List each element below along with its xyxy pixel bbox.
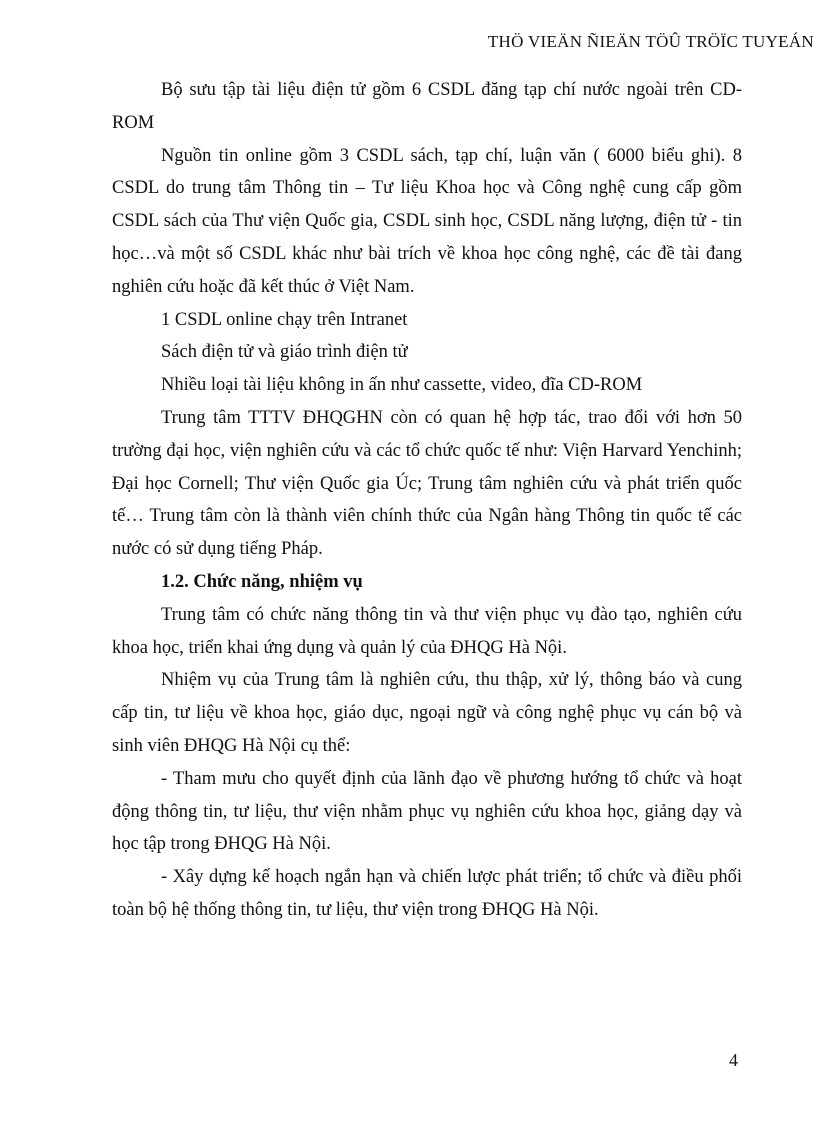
paragraph-cooperation: Trung tâm TTTV ĐHQGHN còn có quan hệ hợp tác, trao đổi với hơn 50 trường đại học, viện nghiên cứu và các tổ chức quốc tế như: Viện Harvard Yenchinh; Đại học Cornell; Thư viện Quốc gia Úc; Trung tâm nghiên cứu và phát triển quốc tế… Trung tâm còn là thành viên chính thức của Ngân hàng Thông tin quốc tế các nước có sử dụng tiếng Pháp. [112, 407, 742, 560]
page-number: 4 [729, 1050, 738, 1070]
paragraph-function: Trung tâm có chức năng thông tin và thư viện phục vụ đào tạo, nghiên cứu khoa học, triển khai ứng dụng và quản lý của ĐHQG Hà Nội. [112, 604, 742, 658]
paragraph-intranet-csdl: 1 CSDL online chạy trên Intranet [161, 309, 408, 330]
section-heading-functions: 1.2. Chức năng, nhiệm vụ [161, 571, 363, 592]
paragraph-cdrom-collection: Bộ sưu tập tài liệu điện tử gồm 6 CSDL đăng tạp chí nước ngoài trên CD-ROM [112, 80, 742, 133]
paragraph-task-plan: - Xây dựng kế hoạch ngắn hạn và chiến lược phát triển; tổ chức và điều phối toàn bộ hệ thống thông tin, tư liệu, thư viện trong ĐHQG Hà Nội. [112, 867, 742, 920]
document-body [112, 74, 742, 927]
paragraph-mission: Nhiệm vụ của Trung tâm là nghiên cứu, thu thập, xử lý, thông báo và cung cấp tin, tư liệu về khoa học, giáo dục, ngoại ngữ và công nghệ phục vụ cán bộ và sinh viên ĐHQG Hà Nội cụ thể: [112, 670, 742, 756]
running-header: THÖ VIEÄN ÑIEÄN TÖÛ TRÖÏC TUYEÁN [487, 32, 814, 51]
paragraph-nonprint-materials: Nhiều loại tài liệu không in ấn như cassette, video, đĩa CD-ROM [161, 375, 643, 396]
paragraph-task-advise: - Tham mưu cho quyết định của lãnh đạo về phương hướng tổ chức và hoạt động thông tin, tư liệu, thư viện nhằm phục vụ nghiên cứu khoa học, giảng dạy và học tập trong ĐHQG Hà Nội. [112, 768, 742, 855]
paragraph-online-sources: Nguồn tin online gồm 3 CSDL sách, tạp chí, luận văn ( 6000 biểu ghi). 8 CSDL do trung tâm Thông tin – Tư liệu Khoa học và Công nghệ cung cấp gồm CSDL sách của Thư viện Quốc gia, CSDL sinh học, CSDL năng lượng, điện tử - tin học…và một số CSDL khác như bài trích về khoa học công nghệ, các đề tài đang nghiên cứu hoặc đã kết thúc ở Việt Nam. [112, 145, 742, 297]
paragraph-ebooks: Sách điện tử và giáo trình điện tử [161, 342, 408, 363]
